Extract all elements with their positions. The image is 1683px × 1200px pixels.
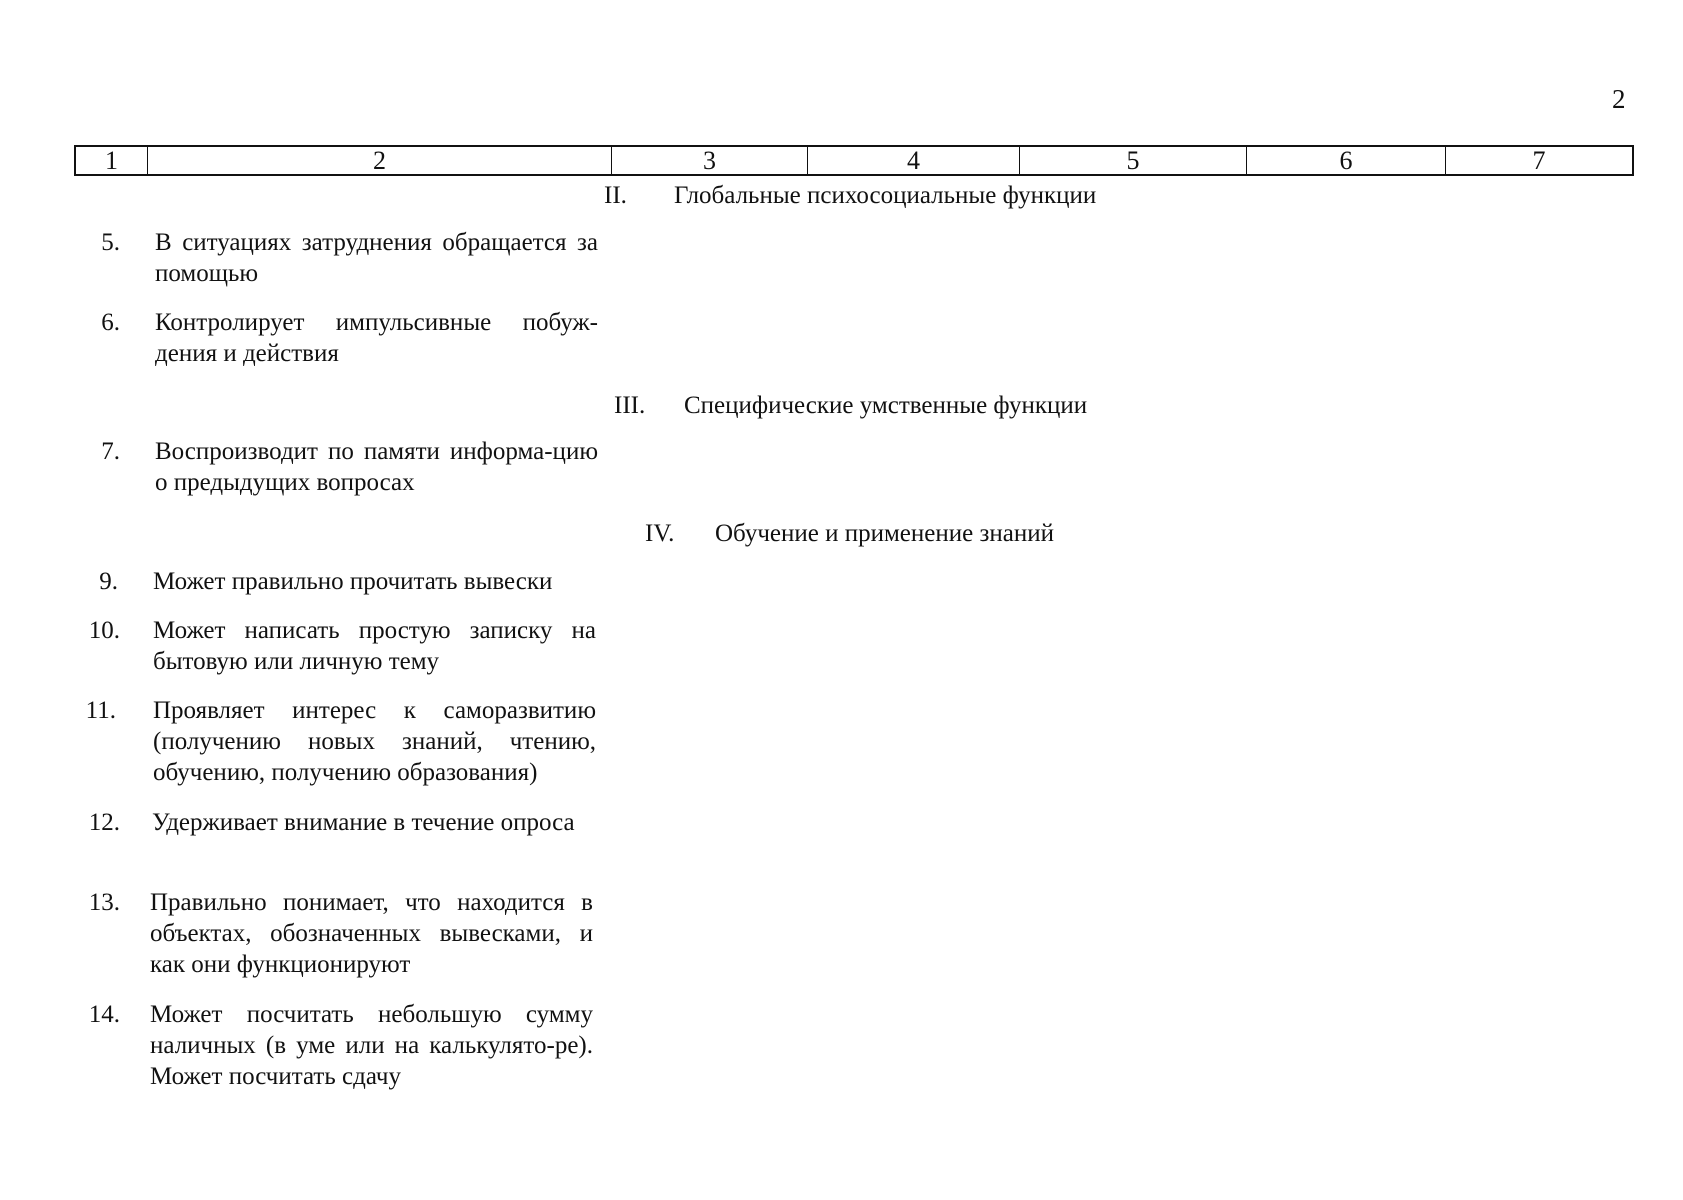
section-heading xyxy=(604,181,1096,211)
item-number: 13. xyxy=(88,889,120,916)
item-text: Проявляет интерес к саморазвитию (получению новых знаний, чтению, обучению, получению образования) xyxy=(153,697,596,786)
header-cell-6: 6 xyxy=(1247,147,1446,174)
section-title: Глобальные психосоциальные функции xyxy=(674,182,1097,209)
item-number: 14. xyxy=(88,1001,120,1028)
section-roman-numeral: II. xyxy=(604,182,627,209)
header-cell-7: 7 xyxy=(1532,146,1546,175)
item-text: Правильно понимает, что находится в объектах, обозначенных вывесками, и как они функционируют xyxy=(150,889,593,978)
header-cell-4: 4 xyxy=(808,147,1020,174)
column-number-header xyxy=(74,145,1634,176)
item-text: Удерживает внимание в течение опроса xyxy=(152,809,575,836)
section-title: Специфические умственные функции xyxy=(684,392,1088,419)
item-number: 9. xyxy=(99,568,118,595)
item-text: Может правильно прочитать вывески xyxy=(153,568,553,595)
header-cell-2: 2 xyxy=(148,147,612,174)
header-cell-1: 1 xyxy=(76,147,148,174)
item-text: Воспроизводит по памяти информа-цию о предыдущих вопросах xyxy=(155,438,598,496)
item-number: 10. xyxy=(88,617,120,644)
item-number: 7. xyxy=(101,438,120,465)
section-heading xyxy=(645,519,1054,549)
section-title: Обучение и применение знаний xyxy=(715,520,1054,547)
page-number: 2 xyxy=(1612,84,1626,114)
item-text: Может написать простую записку на бытовую или личную тему xyxy=(153,617,596,675)
section-heading xyxy=(614,391,1087,421)
item-number: 11. xyxy=(85,697,116,724)
section-roman-numeral: III. xyxy=(614,392,646,419)
item-number: 6. xyxy=(101,309,120,336)
item-text: В ситуациях затруднения обращается за помощью xyxy=(155,229,598,287)
section-roman-numeral: IV. xyxy=(645,520,675,547)
header-cell-5: 5 xyxy=(1020,147,1247,174)
item-number: 12. xyxy=(88,809,120,836)
item-number: 5. xyxy=(101,229,120,256)
item-text: Контролирует импульсивные побуж-дения и действия xyxy=(155,309,598,367)
item-text: Может посчитать небольшую сумму наличных (в уме или на калькулято-ре). Может посчитать сдачу xyxy=(150,1001,593,1090)
header-cell-3: 3 xyxy=(612,147,808,174)
